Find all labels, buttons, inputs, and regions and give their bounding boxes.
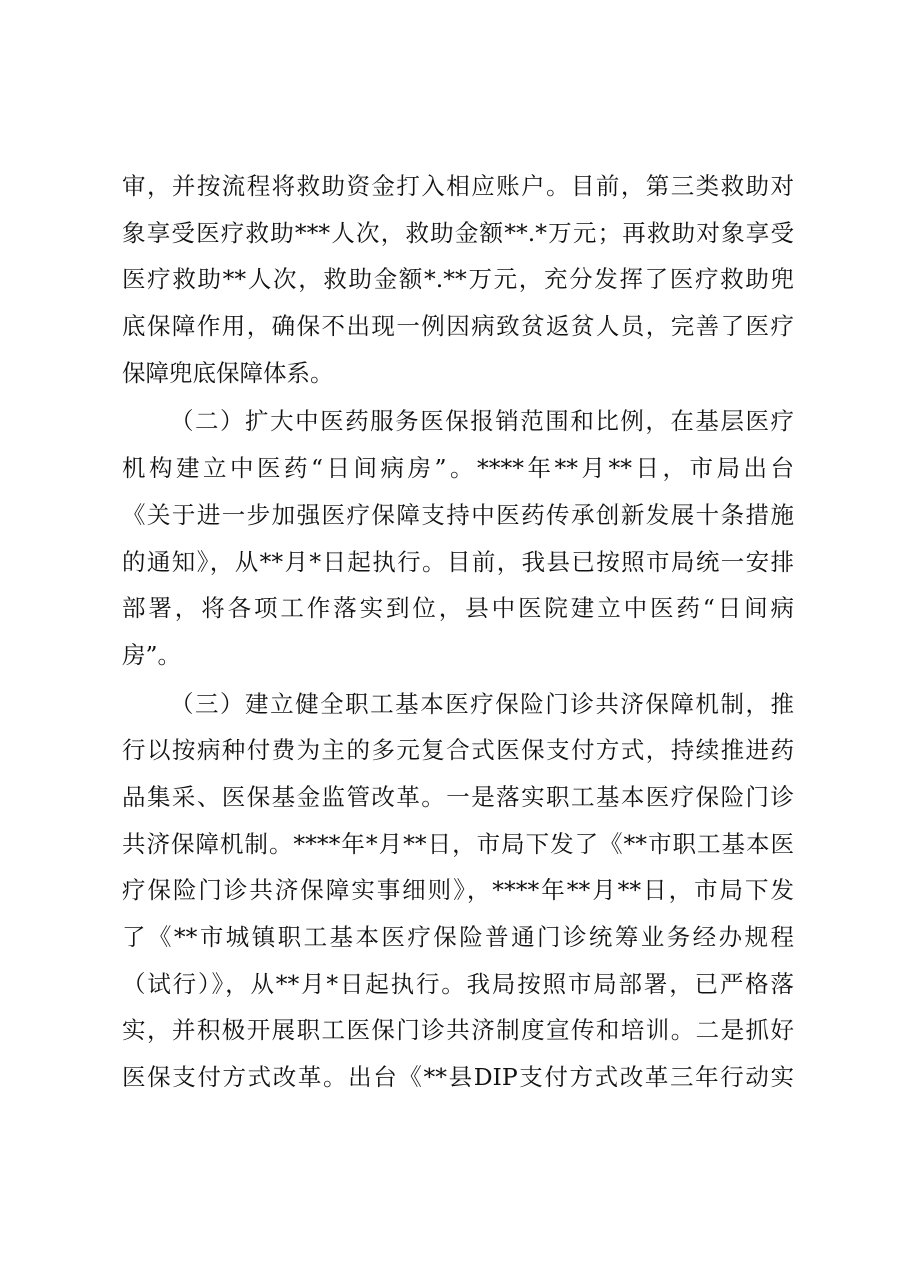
text-line: 房”。 <box>122 640 182 669</box>
text-line: （试行）》，从**月*日起执行。我局按照市局部署，已严格落 <box>122 969 794 998</box>
paragraph-continued <box>122 163 794 396</box>
paragraph-section-3 <box>122 681 794 1101</box>
document-body <box>122 163 794 1101</box>
text-line: 保障兜底保障体系。 <box>122 358 334 387</box>
text-line: 机构建立中医药“日间病房”。****年**月**日，市局出台 <box>122 454 794 483</box>
text-line: 了《**市城镇职工基本医疗保险普通门诊统筹业务经办规程 <box>122 923 794 951</box>
text-line: 底保障作用，确保不出现一例因病致贫返贫人员，完善了医疗 <box>122 312 794 341</box>
text-line: （三）建立健全职工基本医疗保险门诊共济保障机制，推 <box>170 689 794 718</box>
text-line: 实，并积极开展职工医保门诊共济制度宣传和培训。二是抓好 <box>122 1016 794 1045</box>
text-line: 医保支付方式改革。出台《**县DIP支付方式改革三年行动实 <box>122 1063 794 1092</box>
text-line: （二）扩大中医药服务医保报销范围和比例，在基层医疗 <box>170 407 794 436</box>
text-line: 《关于进一步加强医疗保障支持中医药传承创新发展十条措施 <box>122 500 794 529</box>
text-line: 部署，将各项工作落实到位，县中医院建立中医药“日间病 <box>122 594 794 623</box>
text-line: 医疗救助**人次，救助金额*.**万元，充分发挥了医疗救助兜 <box>122 265 794 294</box>
paragraph-section-2 <box>122 398 794 678</box>
text-line: 行以按病种付费为主的多元复合式医保支付方式，持续推进药 <box>122 736 794 765</box>
text-line: 的通知》，从**月*日起执行。目前，我县已按照市局统一安排 <box>122 547 794 576</box>
text-line: 疗保险门诊共济保障实事细则》，****年**月**日，市局下发 <box>122 876 794 905</box>
text-line: 审，并按流程将救助资金打入相应账户。目前，第三类救助对 <box>122 172 794 200</box>
text-line: 象享受医疗救助***人次，救助金额**.*万元；再救助对象享受 <box>122 218 794 247</box>
text-line: 品集采、医保基金监管改革。一是落实职工基本医疗保险门诊 <box>122 782 794 811</box>
text-line: 共济保障机制。****年*月**日，市局下发了《**市职工基本医 <box>122 829 794 858</box>
